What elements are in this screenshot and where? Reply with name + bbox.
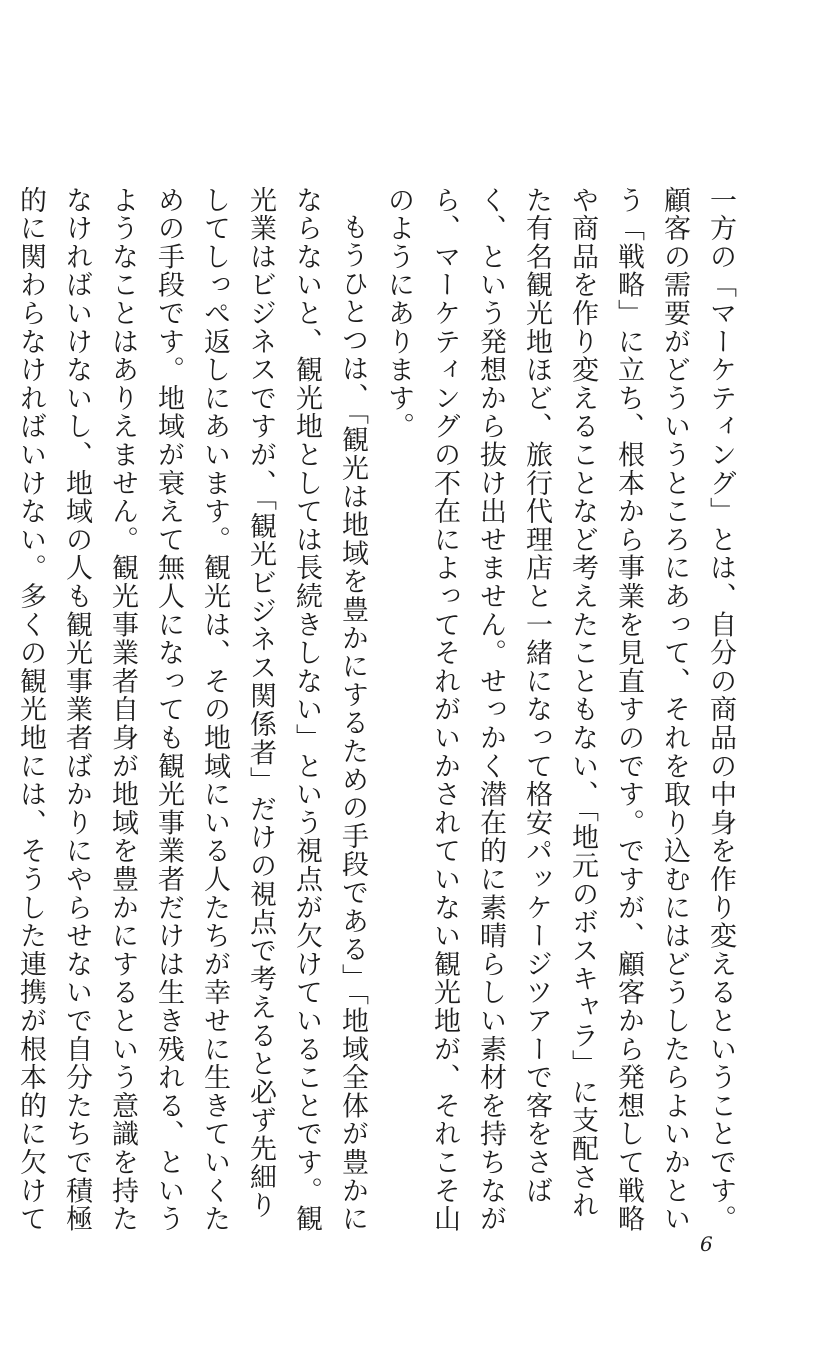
paragraph-marketing: 一方の「マーケティング」とは、自分の商品の中身を作り変えるということです。顧客の需要がどういうところにあって、それを取り込むにはどうしたらよいかという「戦略」に立ち、根本から事業を見直すのです。ですが、顧客から発想して戦略や商品を作り変えることなど考えたこともない、「地元のボスキャラ」に支配された有名観光地ほど、旅行代理店と一緒になって格安パッケージツアーで客をさばく、という発想から抜け出せません。せっかく潜在的に素晴らしい素材を持ちながら、マーケティングの不在によってそれがいかされていない観光地が、それこそ山のようにあります。: [383, 186, 736, 1234]
paragraph-region: もうひとつは、「観光は地域を豊かにするための手段である」「地域全体が豊かにならないと、観光地としては長続きしない」という視点が欠けていることです。観光業はビジネスですが、「観光ビジネス関係者」だけの視点で考えると必ず先細りしてしっぺ返しにあいます。観光は、その地域にいる人たちが幸せに生きていくための手段です。地域が衰えて無人になっても観光事業者だけは生き残れる、というようなことはありえません。観光事業者自身が地域を豊かにするという意識を持たなければいけないし、地域の人も観光事業者ばかりにやらせないで自分たちで積極的に関わらなければいけない。多くの観光地には、そうした連携が根本的に欠けて: [15, 186, 368, 1234]
page-number: 6: [700, 1232, 713, 1256]
vertical-text-body: [0, 186, 743, 1246]
